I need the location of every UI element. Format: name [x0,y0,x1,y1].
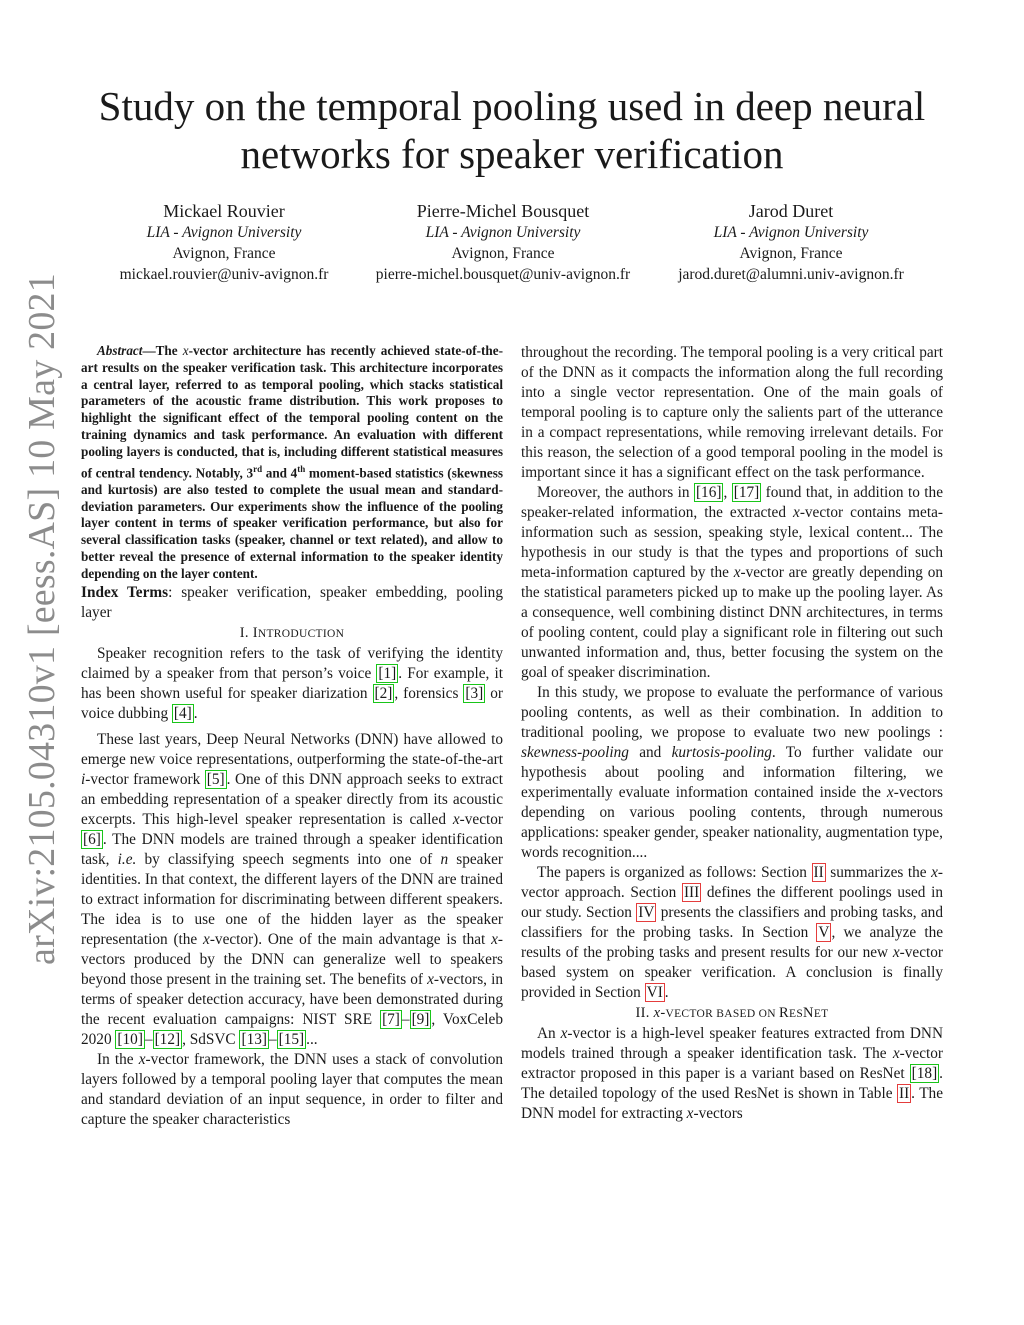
citation-link[interactable]: [16] [695,484,722,501]
citation-link[interactable]: [13] [241,1030,267,1048]
section-heading-introduction: I. INTRODUCTION [239,624,345,641]
citation-link[interactable]: [1] [378,664,397,682]
author-email: jarod.duret@alumni.univ-avignon.fr [678,266,904,283]
paragraph: These last years, Deep Neural Networks (DNN) have allowed to emerge new voice representations, outperforming the state-of-the-art i-vector framework [5] . One of this DNN approach seeks to extract an embedding representation of a speaker directly from its acoustic excerpts. This high-level speaker representation is called x-vector [6] . The DNN models are trained through a speaker identification task, i.e. by classifying speech segments into one of n speaker identities. In that context, the different layers of the DNN are trained to extract information for discriminating between different speakers. The idea is to use one of the hidden layer as the speaker representation (the x-vector). One of the main advantage is that x-vectors produced by the DNN can generalize well to speakers beyond those present in the training set. The benefits of x-vectors, in terms of speaker detection accuracy, have been demonstrated during the recent evaluation campaigns: NIST SRE [7] – [9] , VoxCeleb 2020 [10] – [12] , SdSVC [13] – [15] ... [81,730,503,1048]
section-link[interactable]: II [813,864,824,881]
index-terms: Index Terms: speaker verification, speaker embedding, pooling layer [81,583,503,621]
author-affiliation: LIA - Avignon University [425,224,581,241]
citation-link[interactable]: [2] [374,684,393,702]
author-location: Avignon, France [172,245,276,262]
left-column [81,343,503,1130]
paragraph: In this study, we propose to evaluate the performance of various pooling contents, as well as their combination. In addition to traditional pooling, we propose to evaluate two new poolings : skewness-pooling and kurtosis-pooling. To further validate our hypothesis about pooling and information filtering, we experimentally evaluate information contained inside the x-vectors depending on various pooling contents, through numerous applications: speaker gender, speaker nationality, augmentation type, words recognition.... [521,684,943,861]
author-3 [660,201,922,285]
paragraph: The papers is organized as follows: Section II summarizes the x-vector approach. Section III defines the different poolings used in our study. Section IV presents the classifiers and probing tasks, and classifiers for the probing tasks. In Section V , we analyze the results of the probing tasks and present results for our new x-vector based system on speaker verification. A conclusion is finally provided in Section VI . [521,864,944,1001]
citation-link[interactable]: [7] [382,1010,400,1028]
paragraph: An x-vector is a high-level speaker features extracted from DNN models trained through a speaker identification task. The x-vector extractor proposed in this paper is a variant based on ResNet [18] . The detailed topology of the used ResNet is shown in Table II . The DNN model for extracting x-vectors [521,1025,943,1122]
author-affiliation: LIA - Avignon University [146,224,302,241]
citation-link[interactable]: [6] [83,830,101,848]
author-email: mickael.rouvier@univ-avignon.fr [119,266,329,283]
author-name: Jarod Duret [748,201,834,221]
paragraph: Moreover, the authors in [16] , [17] found that, in addition to the speaker-related information, the extracted x-vector contains meta-information such as session, speaking style, lexical content... The hypothesis in our study is that the types and proportions of such meta-information captured by the x-vector are greatly depending on the statistical parameters picked up to make up the pooling layer. As a consequence, well combining distinct DNN architectures, in terms of pooling content, could play a significant role in filtering out such unwanted information and, thus, better focusing the system on the goal of speaker discrimination. [521,484,943,681]
table-link[interactable]: II [898,1085,910,1102]
paragraph: In the x-vector framework, the DNN uses a stack of convolution layers followed by a temporal pooling layer that computes the mean and standard deviation of an input sequence, in order to filter and capture the speaker characteristics [81,1050,503,1128]
citation-link[interactable]: [17] [733,484,760,501]
citation-link[interactable]: [4] [173,704,192,722]
arxiv-identifier: arXiv:2105.04310v1 [eess.AS] 10 May 2021 [21,273,63,965]
author-email: pierre-michel.bousquet@univ-avignon.fr [375,266,631,283]
author-1 [104,201,344,285]
section-link[interactable]: VI [646,984,663,1001]
paper-title: Study on the temporal pooling used in deep neural networks for speaker verification [98,83,926,177]
citation-link[interactable]: [12] [154,1030,181,1048]
citation-link[interactable]: [10] [117,1030,143,1048]
author-name: Pierre-Michel Bousquet [416,201,590,221]
section-link[interactable]: V [818,924,830,941]
citation-link[interactable]: [5] [206,770,225,788]
abstract: Abstract—The x-vector architecture has recently achieved state-of-the-art results on the speaker verification task. This architecture incorporates a central layer, referred to as temporal pooling, which stacks statistical parameters of the acoustic frame distribution. This work proposes to highlight the significant effect of the temporal pooling content on the training dynamics and task performance. An evaluation with different pooling layers is conducted, that is, including different statistical measures of central tendency. Notably, 3rd and 4th moment-based statistics (skewness and kurtosis) are also tested to complete the usual mean and standard-deviation parameters. Our experiments show the influence of the pooling layer content in terms of speaker verification performance, but also for several classification tasks (speaker, channel or text related), and allow to better reveal the presence of external information to the speaker identity depending on the layer content. [81,343,504,581]
section-link[interactable]: III [683,884,700,901]
citation-link[interactable]: [15] [278,1030,305,1048]
paragraph: throughout the recording. The temporal pooling is a very critical part of the DNN as it compacts the information along the full recording into a single vector representation. One of the main goals of temporal pooling is to capture only the salients part of the utterance in a compact representations, while removing irrelevant details. For this reason, the selection of a good temporal pooling in the model is important since it has a significant effect on the task performance. [521,344,943,481]
author-name: Mickael Rouvier [163,201,285,221]
paragraph: Speaker recognition refers to the task of verifying the identity claimed by a speaker from that person’s voice [1] . For example, it has been shown useful for speaker diarization [2] , forensics [3] or voice dubbing [4] . [81,644,504,722]
section-link[interactable]: IV [638,904,655,921]
section-heading-xvector: II. x-VECTOR BASED ON RESNET [635,1005,829,1021]
citation-link[interactable]: [3] [465,684,484,702]
citation-link[interactable]: [18] [911,1065,938,1082]
author-location: Avignon, France [739,245,843,262]
author-location: Avignon, France [451,245,555,262]
citation-link[interactable]: [9] [411,1010,430,1028]
author-2 [352,201,654,285]
author-affiliation: LIA - Avignon University [713,224,869,241]
right-column [521,343,943,1124]
